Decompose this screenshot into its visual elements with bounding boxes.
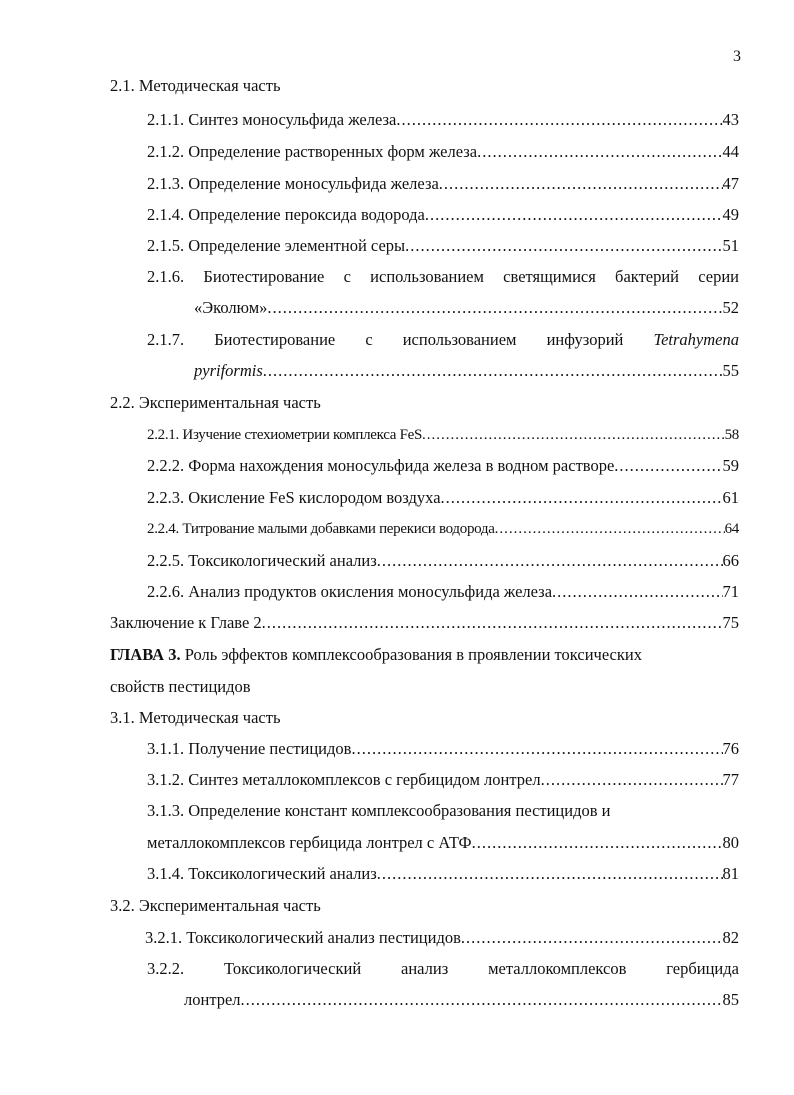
toc-entry-3-1-3-line1: 3.1.3. Определение констант комплексообразования пестицидов и [147, 801, 611, 820]
toc-entry-2-1-1: 2.1.1. Синтез моносульфида железа ..... 43 [147, 110, 739, 130]
toc-entry-2-2-2: 2.2.2. Форма нахождения моносульфида железа в водном растворе ..... 59 [147, 456, 739, 476]
toc-entry-3-2-1: 3.2.1. Токсикологический анализ пестицидов ..... 82 [145, 928, 739, 948]
section-heading-2-1: 2.1. Методическая часть [110, 76, 281, 95]
toc-entry-3-2-2-line1: 3.2.2. Токсикологический анализ металлокомплексов гербицида [147, 959, 739, 978]
toc-entry-3-1-4: 3.1.4. Токсикологический анализ ..... 81 [147, 864, 739, 884]
toc-entry-2-1-2: 2.1.2. Определение растворенных форм железа ..... 44 [147, 142, 739, 162]
toc-entry-conclusion-2: Заключение к Главе 2 ..... 75 [110, 613, 739, 633]
toc-entry-3-1-1: 3.1.1. Получение пестицидов ..... 76 [147, 739, 739, 759]
toc-entry-2-1-6-line2: «Эколюм» ..... 52 [194, 298, 739, 318]
toc-entry-2-1-5: 2.1.5. Определение элементной серы ..... 51 [147, 236, 739, 256]
section-heading-3-2: 3.2. Экспериментальная часть [110, 896, 321, 915]
toc-entry-3-1-2: 3.1.2. Синтез металлокомплексов с гербицидом лонтрел ..... 77 [147, 770, 739, 790]
toc-entry-2-1-3: 2.1.3. Определение моносульфида железа ..... 47 [147, 174, 739, 194]
toc-entry-2-1-7-line1: 2.1.7. Биотестирование с использованием инфузорий Tetrahymena [147, 330, 739, 349]
chapter-3-heading-line2: свойств пестицидов [110, 677, 251, 696]
toc-entry-2-2-4: 2.2.4. Титрование малыми добавками перекиси водорода ..... 64 [147, 519, 739, 539]
toc-entry-2-1-7-line2: pyriformis ..... 55 [194, 361, 739, 381]
page-number: 3 [733, 48, 741, 65]
toc-entry-2-2-5: 2.2.5. Токсикологический анализ ..... 66 [147, 551, 739, 571]
toc-entry-2-2-3: 2.2.3. Окисление FeS кислородом воздуха ..... 61 [147, 488, 739, 508]
toc-entry-2-1-4: 2.1.4. Определение пероксида водорода ..... 49 [147, 205, 739, 225]
section-heading-2-2: 2.2. Экспериментальная часть [110, 393, 321, 412]
section-heading-3-1: 3.1. Методическая часть [110, 708, 281, 727]
toc-entry-3-2-2-line2: лонтрел ..... 85 [184, 990, 739, 1010]
toc-entry-2-1-6-line1: 2.1.6. Биотестирование с использованием светящимися бактерий серии [147, 267, 739, 286]
toc-entry-2-2-1: 2.2.1. Изучение стехиометрии комплекса FeS ..... 58 [147, 425, 739, 445]
chapter-3-heading-line1: ГЛАВА 3. Роль эффектов комплексообразования в проявлении токсических [110, 645, 642, 664]
toc-entry-3-1-3-line2: металлокомплексов гербицида лонтрел с АТФ ..... 80 [147, 833, 739, 853]
toc-entry-2-2-6: 2.2.6. Анализ продуктов окисления моносульфида железа ..... 71 [147, 582, 739, 602]
